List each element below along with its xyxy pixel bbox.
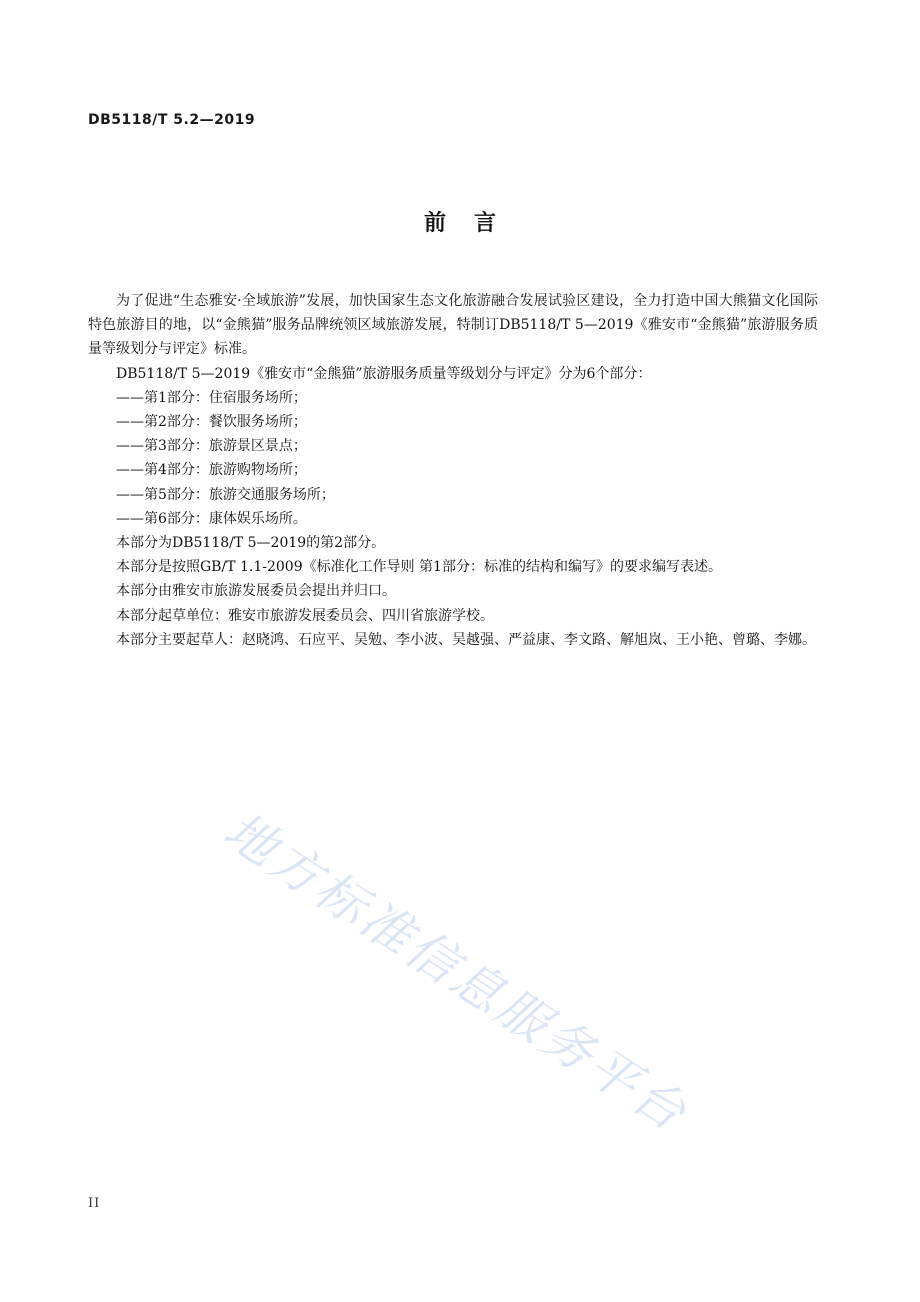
paragraph-parts-intro: DB5118/T 5—2019《雅安市“金熊猫”旅游服务质量等级划分与评定》分为6个部分：	[116, 365, 652, 382]
paragraph-drafting-units: 本部分起草单位：雅安市旅游发展委员会、四川省旅游学校。	[116, 607, 494, 624]
document-code: DB5118/T 5.2—2019	[88, 112, 256, 128]
paragraph-this-part: 本部分为DB5118/T 5—2019的第2部分。	[116, 535, 386, 552]
list-item-part-4: ——第4部分：旅游购物场所；	[116, 462, 307, 479]
list-item-part-2: ——第2部分：餐饮服务场所；	[116, 414, 307, 431]
list-item-part-5: ——第5部分：旅游交通服务场所；	[116, 486, 335, 503]
list-item-part-1: ——第1部分：住宿服务场所；	[116, 389, 307, 406]
page-title: 前言	[423, 211, 524, 236]
paragraph-drafting-rules: 本部分是按照GB/T 1.1-2009《标准化工作导则 第1部分：标准的结构和编写》的要求编写表述。	[116, 559, 722, 576]
paragraph-purpose: 为了促进“生态雅安·全域旅游”发展，加快国家生态文化旅游融合发展试验区建设，全力打造中国大熊猫文化国际特色旅游目的地，以“金熊猫”服务品牌统领区域旅游发展，特制订DB5118/T 5—2019《雅安市“金熊猫”旅游服务质量等级划分与评定》标准。	[88, 293, 818, 358]
foreword-body	[88, 289, 818, 652]
paragraph-drafters: 本部分主要起草人：赵晓鸿、石应平、吴勉、李小波、吴越强、严益康、李文路、解旭岚、王小艳、曾璐、李娜。	[116, 631, 816, 648]
page-number: II	[88, 1196, 101, 1211]
list-item-part-6: ——第6部分：康体娱乐场所。	[116, 510, 307, 527]
paragraph-proposer: 本部分由雅安市旅游发展委员会提出并归口。	[116, 583, 396, 600]
watermark-text: 地方标准信息服务平台	[214, 801, 699, 1144]
list-item-part-3: ——第3部分：旅游景区景点；	[116, 438, 307, 455]
